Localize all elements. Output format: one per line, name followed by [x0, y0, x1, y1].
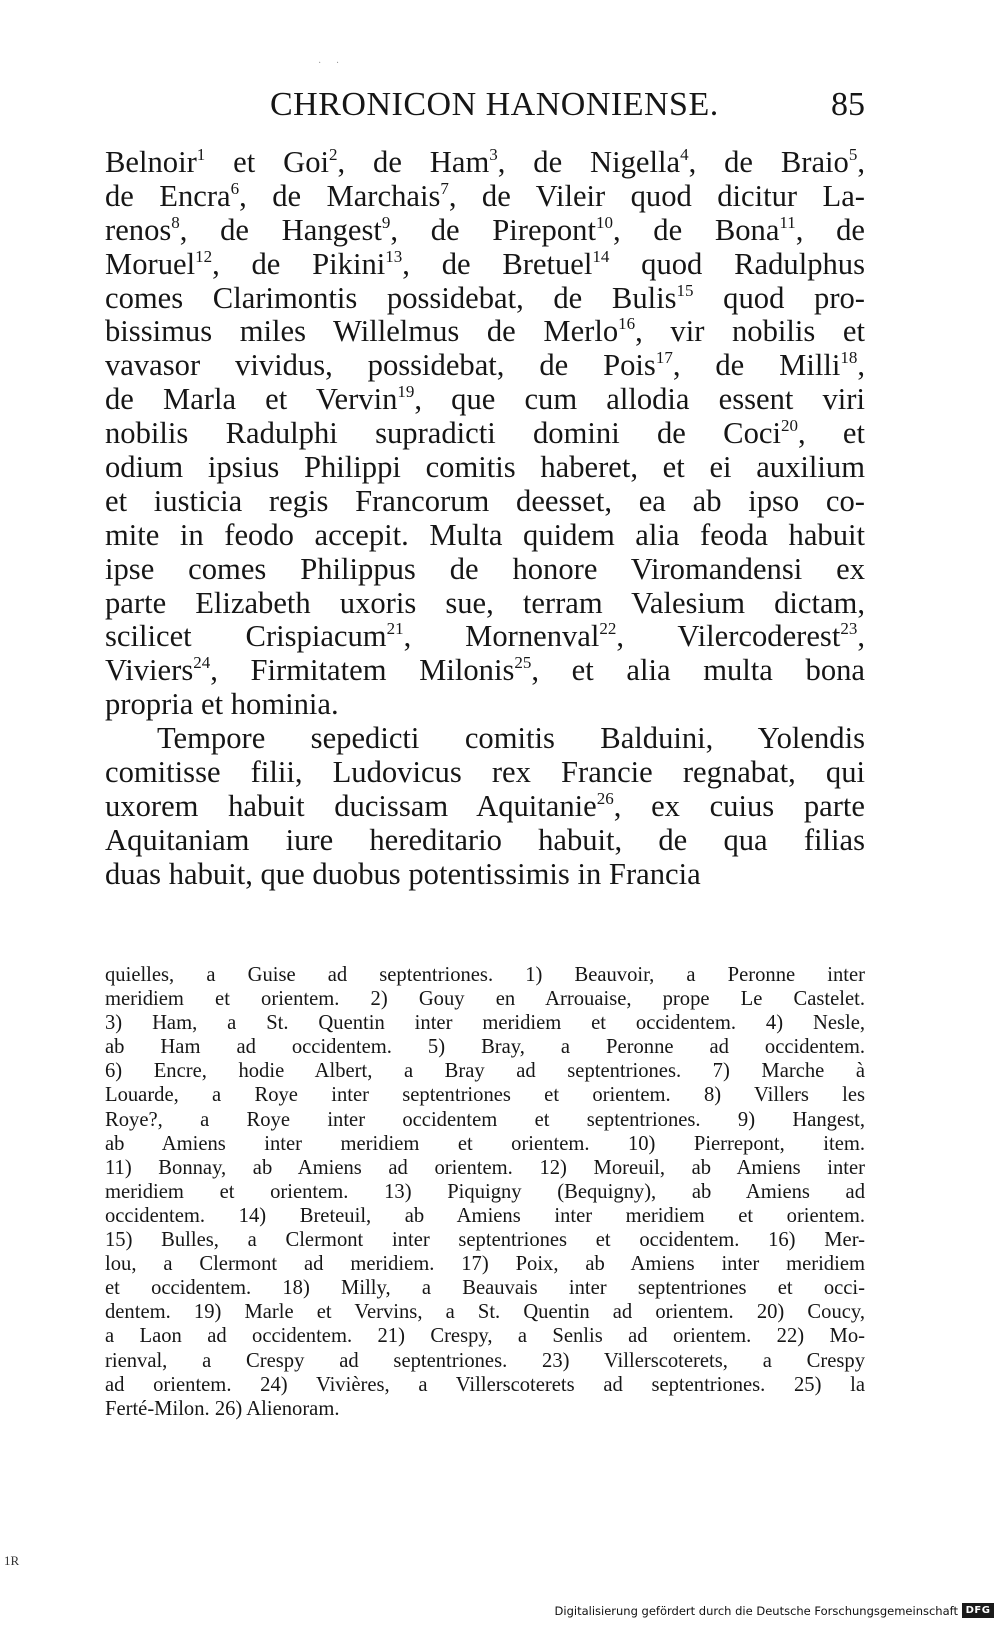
footnote-marker: 26 [596, 788, 614, 808]
text-run: , vir nobilis et [635, 314, 865, 349]
footnote-marker: 8 [171, 212, 180, 232]
text-line [105, 315, 865, 349]
footnote-line: a Laon ad occidentem. 21) Crespy, a Senlis ad orientem. 22) Mo- [105, 1325, 865, 1348]
text-run: et iusticia regis Francorum deesset, ea ab ipso co- [105, 483, 865, 518]
text-line [105, 553, 865, 587]
text-run: comitisse filii, Ludovicus rex Francie regnabat, qui [105, 755, 865, 790]
text-run: , de Bretuel [402, 246, 593, 281]
footnote-marker: 2 [329, 145, 338, 164]
text-run: , de Braio [688, 145, 849, 179]
text-run: , de [795, 212, 865, 247]
corner-mark: 1R [4, 1553, 20, 1568]
footnote-line: dentem. 19) Marle et Vervins, a St. Quentin ad orientem. 20) Coucy, [105, 1301, 865, 1324]
text-run: , et alia multa bona [531, 653, 866, 688]
footnote-marker: 18 [840, 348, 858, 368]
text-run: odium ipsius Philippi comitis haberet, et ei auxilium [105, 450, 865, 485]
footnote-marker: 7 [440, 178, 449, 198]
text-run: vavasor vividus, possidebat, de Pois [105, 348, 656, 383]
text-line [105, 620, 865, 654]
text-run: , de Milli [672, 348, 841, 383]
footnote-marker: 21 [386, 619, 404, 639]
footnote-marker: 10 [595, 212, 613, 232]
text-line [105, 587, 865, 621]
page-specks: · · [318, 58, 346, 69]
footnote-marker: 22 [599, 619, 617, 639]
footnote-line: occidentem. 14) Breteuil, ab Amiens inter meridiem et orientem. [105, 1204, 865, 1227]
footnote-marker: 4 [680, 145, 689, 164]
footnote-marker: 16 [618, 314, 636, 334]
text-run: Moruel [105, 246, 196, 281]
text-line [105, 790, 865, 824]
footnote-marker: 14 [592, 246, 610, 266]
text-run: Belnoir [105, 145, 197, 179]
text-run: quod Radulphus [609, 246, 865, 281]
footnote-line: lou, a Clermont ad meridiem. 17) Poix, ab Amiens inter meridiem [105, 1253, 865, 1276]
text-run: comes Clarimontis possidebat, de Bulis [105, 280, 677, 315]
footnote-marker: 13 [385, 246, 403, 266]
footnote-line: meridiem et orientem. 13) Piquigny (Bequigny), ab Amiens ad [105, 1180, 865, 1203]
text-run: , de Bona [612, 212, 780, 247]
text-line [105, 824, 865, 858]
text-run: propria et hominia. [105, 687, 339, 722]
text-line [105, 451, 865, 485]
footnote-marker: 6 [230, 178, 240, 198]
text-run: duas habuit, que duobus potentissimis in Francia [105, 856, 701, 891]
footnote-marker: 17 [655, 348, 673, 368]
text-line [105, 858, 865, 892]
footnote-marker: 24 [193, 653, 211, 673]
footnote-line: 6) Encre, hodie Albert, a Bray ad septentriones. 7) Marche à [105, 1060, 865, 1083]
text-run: ipse comes Philippus de honore Viromandensi ex [105, 551, 865, 586]
text-run: , de Vileir quod dicitur La- [448, 178, 865, 213]
text-line [105, 248, 865, 282]
footnotes-block [105, 963, 865, 1421]
footnote-line: 11) Bonnay, ab Amiens ad orientem. 12) Moreuil, ab Amiens inter [105, 1156, 865, 1179]
text-run: uxorem habuit ducissam Aquitanie [105, 788, 597, 823]
footnote-marker: 15 [676, 280, 694, 300]
footnote-line: Louarde, a Roye inter septentriones et orientem. 8) Villers les [105, 1084, 865, 1107]
footnote-line: quielles, a Guise ad septentriones. 1) Beauvoir, a Peronne inter [105, 964, 865, 986]
footnote-line: 15) Bulles, a Clermont inter septentriones et occidentem. 16) Mer- [105, 1229, 865, 1252]
page-header [105, 86, 865, 130]
text-run: , et [797, 416, 865, 451]
text-run: , de Ham [337, 145, 490, 179]
footnote-marker: 19 [397, 382, 415, 402]
footnote-marker: 9 [381, 212, 391, 232]
footnote-marker: 5 [848, 145, 858, 164]
footnote-marker: 3 [489, 145, 498, 164]
text-run: nobilis Radulphi supradicti domini de Coci [105, 416, 781, 451]
footnote-line: Ferté-Milon. 26) Alienoram. [105, 1397, 340, 1420]
footnote-marker: 1 [196, 145, 206, 164]
text-line [105, 383, 865, 417]
text-run: , Mornenval [403, 619, 600, 654]
text-run: de Encra [105, 178, 231, 213]
text-run: , de Marchais [239, 178, 441, 213]
dfg-logo: DFG [962, 1603, 994, 1618]
text-run: , Firmitatem Milonis [210, 653, 515, 688]
text-run: mite in feodo accepit. Multa quidem alia feoda habuit [105, 517, 865, 552]
footnote-line: ab Amiens inter meridiem et orientem. 10) Pierrepont, item. [105, 1132, 865, 1155]
footnote-marker: 23 [840, 619, 858, 639]
digitization-credit: Digitalisierung gefördert durch die Deutsche Forschungsgemeinschaft [554, 1604, 958, 1618]
footnote-marker: 25 [514, 653, 532, 673]
running-title: CHRONICON HANONIENSE. [270, 86, 719, 123]
text-run: , de Pikini [212, 246, 386, 281]
text-run: bissimus miles Willelmus de Merlo [105, 314, 619, 349]
footnote-line: ab Ham ad occidentem. 5) Bray, a Peronne ad occidentem. [105, 1036, 865, 1059]
main-text-block [105, 146, 865, 892]
footnote-marker: 11 [779, 212, 796, 232]
text-run: Viviers [105, 653, 194, 688]
text-run: , de Pirepont [390, 212, 596, 247]
footnote-line: ad orientem. 24) Vivières, a Villerscoterets ad septentriones. 25) la [105, 1373, 865, 1396]
text-run: , de Nigella [497, 145, 681, 179]
text-line [105, 417, 865, 451]
footnote-line: 3) Ham, a St. Quentin inter meridiem et occidentem. 4) Nesle, [105, 1012, 865, 1035]
text-line [105, 214, 865, 248]
footnote-line: Roye?, a Roye inter occidentem et septentriones. 9) Hangest, [105, 1108, 865, 1131]
text-line [105, 146, 865, 180]
page-number: 85 [831, 86, 865, 123]
footnote-line: rienval, a Crespy ad septentriones. 23) Villerscoterets, a Crespy [105, 1349, 865, 1372]
text-line [105, 654, 865, 688]
text-run: , [857, 619, 865, 654]
text-line [105, 282, 865, 316]
text-line [105, 519, 865, 553]
text-run: Aquitaniam iure hereditario habuit, de qua filias [105, 822, 865, 857]
footnote-marker: 12 [195, 246, 213, 266]
text-run: renos [105, 212, 172, 247]
text-run: , [857, 145, 865, 179]
text-run: et Goi [205, 145, 330, 179]
text-line [105, 180, 865, 214]
text-line [105, 349, 865, 383]
text-run: , Vilercoderest [616, 619, 841, 654]
text-line [105, 756, 865, 790]
footnote-line: meridiem et orientem. 2) Gouy en Arrouaise, prope Le Castelet. [105, 988, 865, 1011]
text-run: , de Hangest [179, 212, 382, 247]
text-run: quod pro- [693, 280, 865, 315]
text-run: scilicet Crispiacum [105, 619, 387, 654]
text-run: , [857, 348, 865, 383]
footnote-marker: 20 [780, 416, 798, 436]
text-run: de Marla et Vervin [105, 382, 398, 417]
text-run: parte Elizabeth uxoris sue, terram Valesium dictam, [105, 585, 865, 620]
text-run: , ex cuius parte [613, 788, 865, 823]
footnote-line: et occidentem. 18) Milly, a Beauvais inter septentriones et occi- [105, 1277, 865, 1300]
text-line [105, 485, 865, 519]
text-run: , que cum allodia essent viri [414, 382, 865, 417]
text-line [105, 722, 865, 756]
text-run: Tempore sepedicti comitis Balduini, Yolendis [157, 721, 865, 756]
text-line [105, 688, 865, 722]
